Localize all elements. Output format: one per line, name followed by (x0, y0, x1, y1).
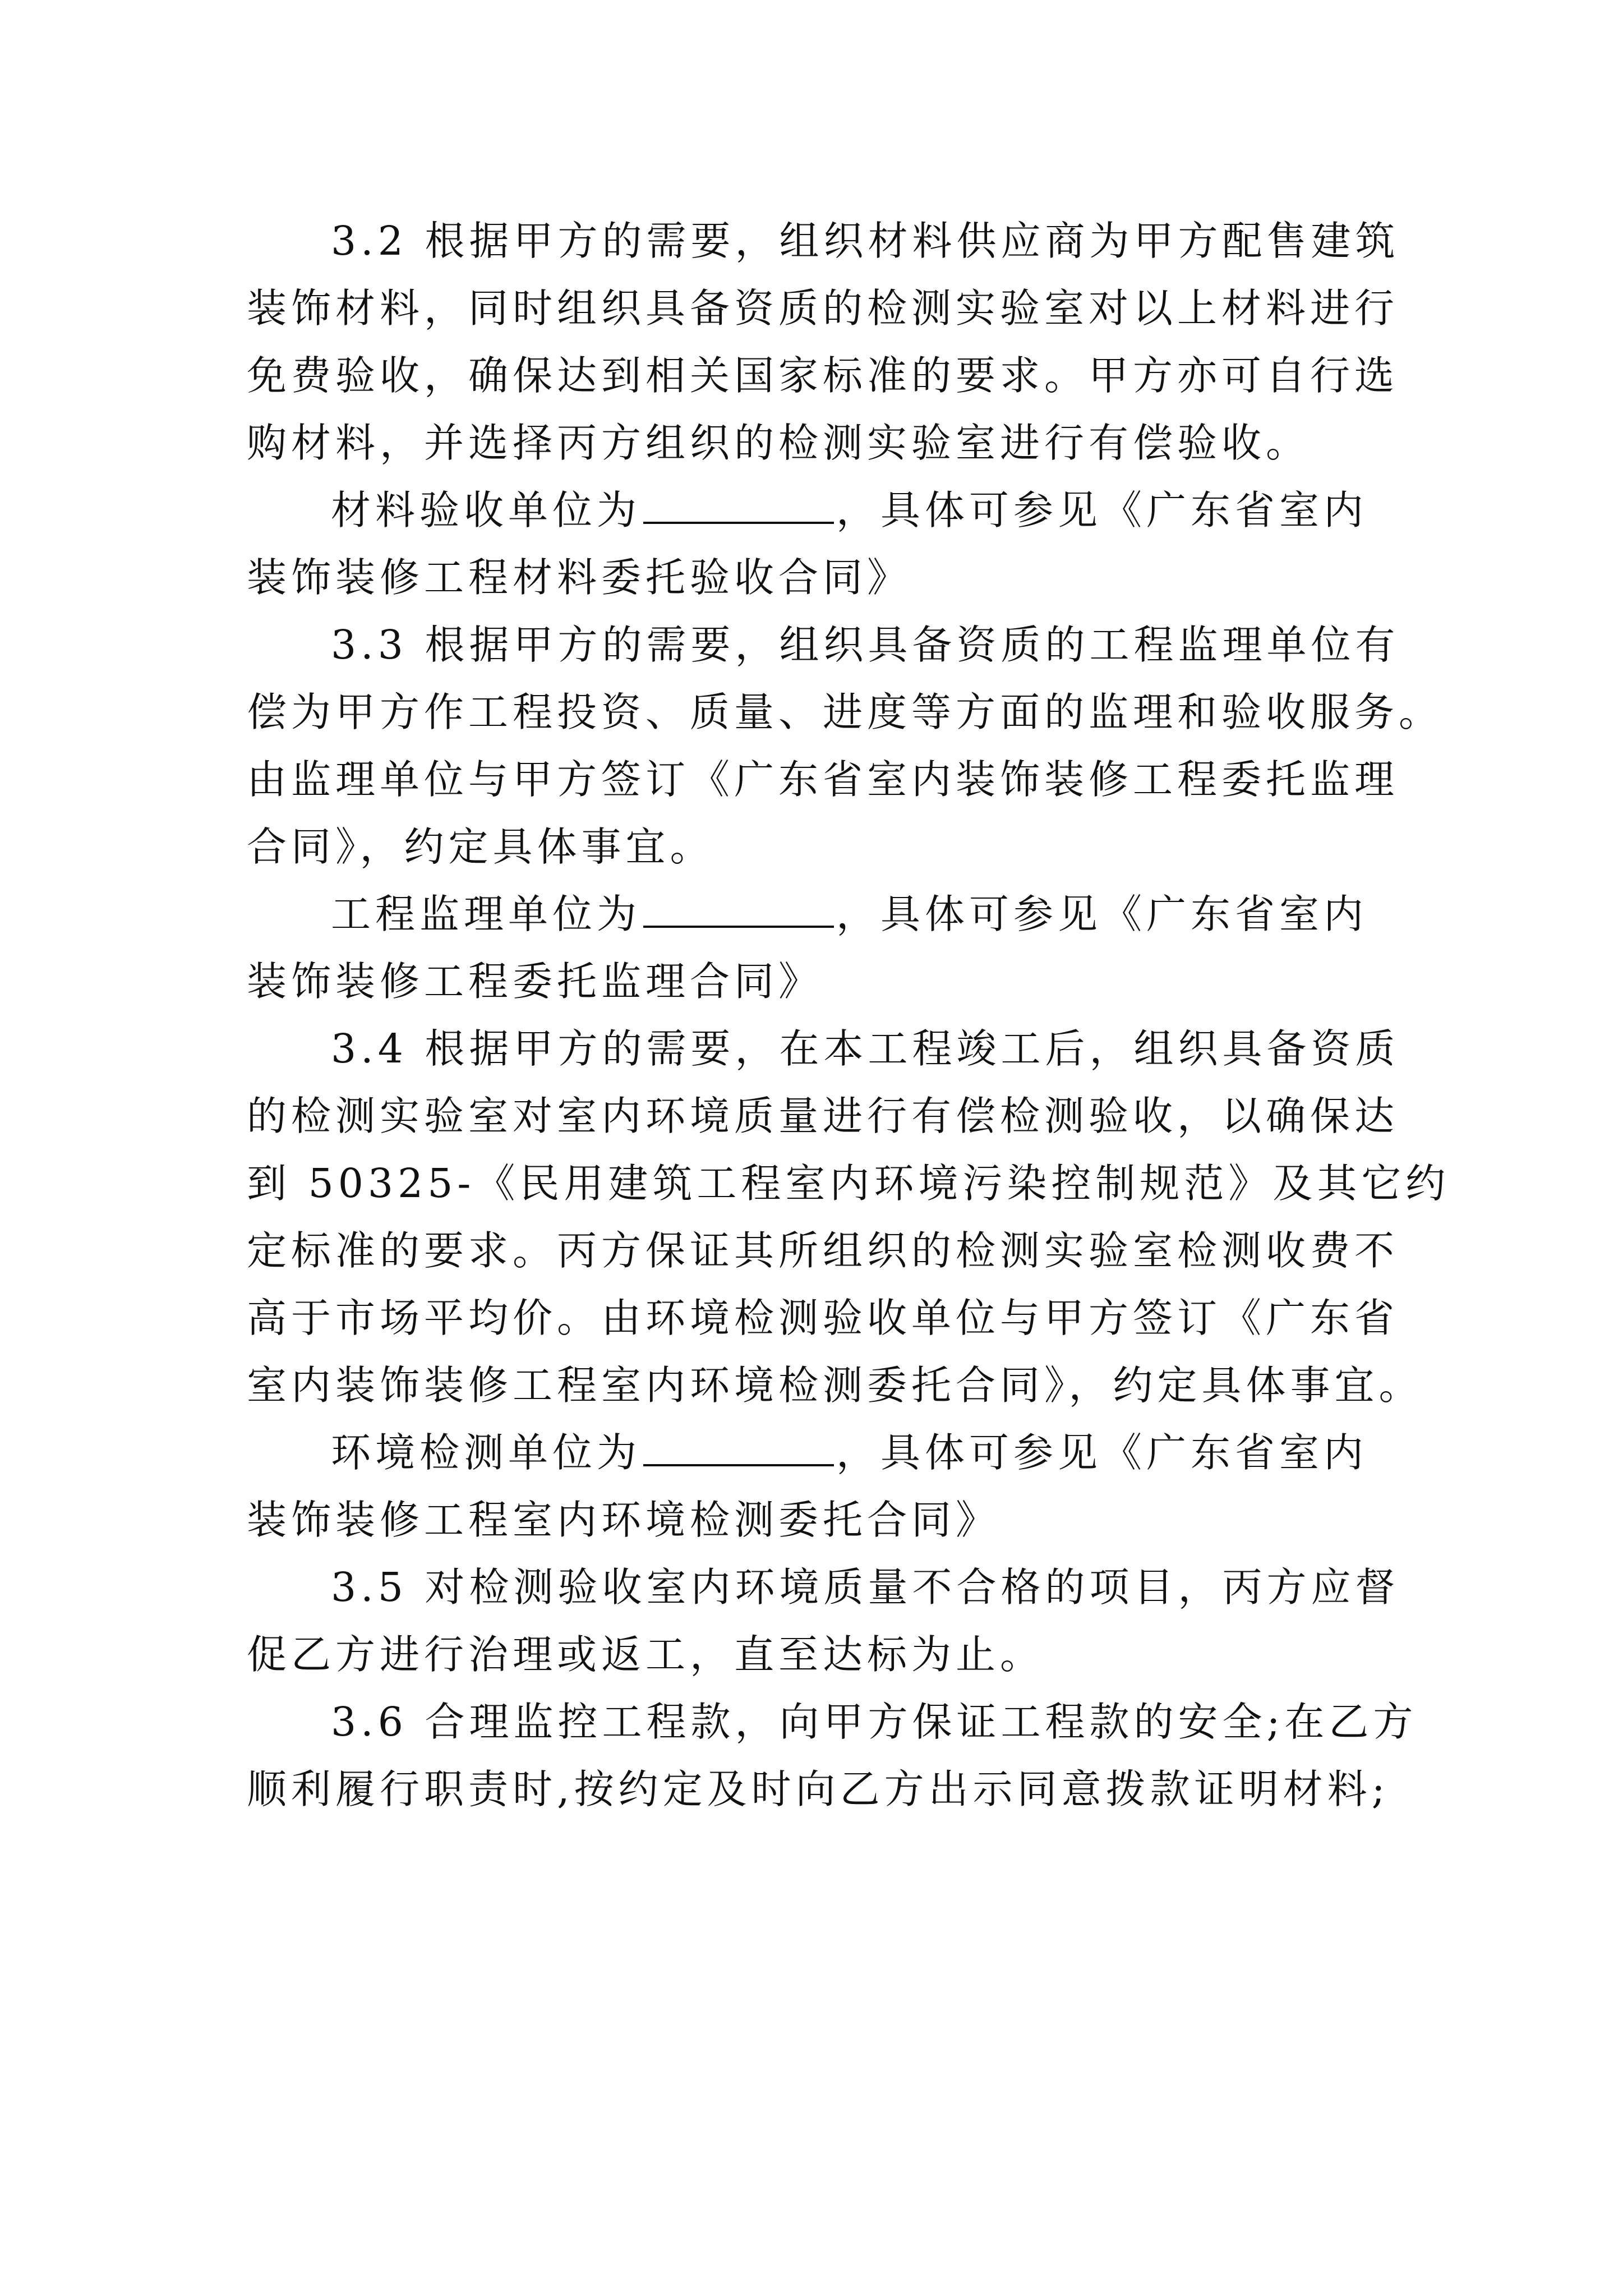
paragraph-line: 装饰装修工程委托监理合同》 (247, 958, 823, 1005)
clause-3-6 (247, 1688, 1418, 1823)
fill-in-suffix: ，具体可参见《广东省室内 (836, 487, 1368, 533)
paragraph-line: 顺利履行职责时,按约定及时向乙方出示同意拨款证明材料; (247, 1766, 1390, 1812)
paragraph-line: 高于市场平均价。由环境检测验收单位与甲方签订《广东省 (247, 1295, 1399, 1341)
paragraph-line: 购材料，并选择丙方组织的检测实验室进行有偿验收。 (247, 420, 1311, 466)
paragraph-line: 定标准的要求。丙方保证其所组织的检测实验室检测收费不 (247, 1227, 1399, 1274)
supervision-unit (247, 881, 1391, 1015)
fill-in-label: 材料验收单位为 (331, 487, 642, 533)
fill-in-line (247, 1419, 1391, 1487)
fill-in-blank[interactable] (643, 892, 834, 928)
paragraph-line: 3.2 根据甲方的需要，组织材料供应商为甲方配售建筑 (331, 218, 1400, 264)
paragraph-line: 的检测实验室对室内环境质量进行有偿检测验收，以确保达 (247, 1093, 1399, 1139)
paragraph-line: 装饰装修工程材料委托验收合同》 (247, 554, 912, 601)
paragraph-line: 3.4 根据甲方的需要，在本工程竣工后，组织具备资质 (331, 1025, 1400, 1072)
fill-in-suffix: ，具体可参见《广东省室内 (836, 891, 1368, 937)
environment-testing-unit (247, 1419, 1391, 1554)
paragraph-line: 3.5 对检测验收室内环境质量不合格的项目，丙方应督 (331, 1564, 1400, 1611)
clause-3-5 (247, 1554, 1400, 1688)
paragraph-line: 3.3 根据甲方的需要，组织具备资质的工程监理单位有 (331, 622, 1400, 668)
fill-in-line (247, 477, 1391, 544)
document-body (247, 208, 1450, 1823)
paragraph-line: 室内装饰装修工程室内环境检测委托合同》，约定具体事宜。 (247, 1362, 1423, 1409)
paragraph-line: 装饰装修工程室内环境检测委托合同》 (247, 1497, 1000, 1543)
fill-in-label: 环境检测单位为 (331, 1429, 642, 1476)
paragraph-line: 到 50325-《民用建筑工程室内环境污染控制规范》及其它约 (247, 1160, 1450, 1207)
paragraph-line: 合同》，约定具体事宜。 (247, 823, 714, 870)
clause-3-4 (247, 1015, 1450, 1419)
clause-3-2 (247, 208, 1400, 477)
paragraph-line: 偿为甲方作工程投资、质量、进度等方面的监理和验收服务。 (247, 689, 1444, 735)
paragraph-line: 由监理单位与甲方签订《广东省室内装饰装修工程委托监理 (247, 756, 1399, 803)
material-acceptance-unit (247, 477, 1391, 611)
fill-in-suffix: ，具体可参见《广东省室内 (836, 1429, 1368, 1476)
paragraph-line: 3.6 合理监控工程款，向甲方保证工程款的安全;在乙方 (331, 1699, 1418, 1745)
paragraph-line: 装饰材料，同时组织具备资质的检测实验室对以上材料进行 (247, 285, 1399, 332)
paragraph-line: 免费验收，确保达到相关国家标准的要求。甲方亦可自行选 (247, 352, 1399, 399)
clause-3-3 (247, 611, 1444, 881)
fill-in-blank[interactable] (643, 1430, 834, 1466)
fill-in-blank[interactable] (643, 488, 834, 524)
fill-in-label: 工程监理单位为 (331, 891, 642, 937)
fill-in-line (247, 881, 1391, 948)
paragraph-line: 促乙方进行治理或返工，直至达标为止。 (247, 1631, 1045, 1678)
